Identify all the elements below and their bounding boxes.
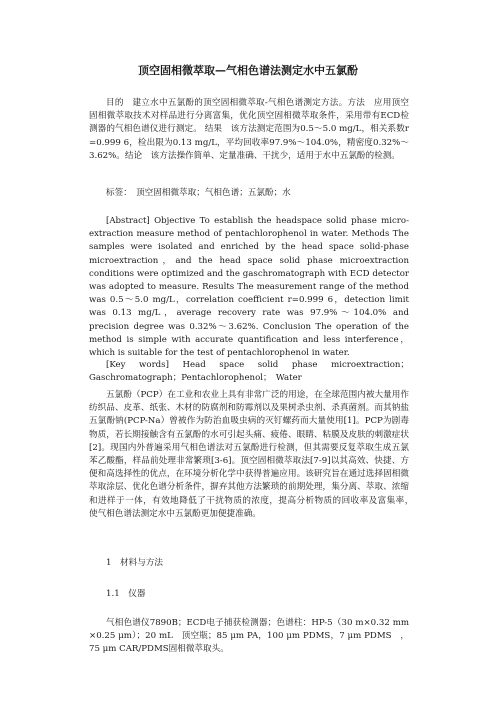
english-keywords: [Key words] Head space solid phase microextraction；Gaschromatograph；Pentachlorophenol； Water	[89, 360, 409, 384]
subsection-heading-instruments: 1.1 仪器	[106, 589, 146, 599]
paper-title: 顶空固相微萃取—气相色谱法测定水中五氯酚	[138, 64, 358, 77]
english-abstract: [Abstract] Objective To establish the headspace solid phase micro-extraction measure method of pentachlorophenol in water. Methods The samples were isolated and enriched by the head space solid-phase microextraction，and the head space solid phase microextraction conditions were optimized and the gaschromatograph with ECD detector was adopted to measure. Results The measurement range of the method was 0.5～5.0 mg/L，correlation coefficient r=0.999 6，detection limit was 0.13 mg/L，average recovery rate was 97.9%～104.0% and precision degree was 0.32%～3.62%. Conclusion The operation of the method is simple with accurate quantification and less interference，which is suitable for the test of pentachlorophenol in water.	[89, 216, 409, 359]
chinese-abstract: 目的 建立水中五氯酚的顶空固相微萃取-气相色谱测定方法。方法 应用顶空固相微萃取技术对样品进行分离富集，优化顶空固相微萃取条件，采用带有ECD检测器的气相色谱仪进行测定。 结果 该方法测定范围为0.5～5.0 mg/L，相关系数r=0.999 6，检出限为0.13 mg/L，平均回收率97.9%～104.0%，精密度0.32%～3.62%。结论 该方法操作简单、定量准确、干扰少，适用于水中五氯酚的检测。	[89, 98, 409, 161]
instruments-paragraph: 气相色谱仪7890B；ECD电子捕获检测器；色谱柱：HP-5（30 m×0.32 mm×0.25 μm）；20 mL 顶空瓶；85 μm PA，100 μm PDMS，7 μm PDMS ，75 μm CAR/PDMS固相微萃取头。	[89, 618, 409, 655]
chinese-keywords: 标签： 顶空固相微萃取；气相色谱；五氯酚；水	[106, 188, 291, 198]
introduction-paragraph: 五氯酚（PCP）在工业和农业上具有非常广泛的用途，在全球范围内被大量用作纺织品、皮革、纸张、木材的防腐剂和防霉剂以及果树杀虫剂、杀真菌剂。而其钠盐五氯酚钠(PCP-Na）曾被作为防治血吸虫病的灭钉螺药而大量使用[1]。PCP为剧毒物质，若长期接触含有五氯酚的水可引起头痛、疲倦、眼睛、粘膜及皮肤的刺激症状[2]。现国内外普遍采用气相色谱法对五氯酚进行检测，但其需要反复萃取生成五氯苯乙酸酯，样品前处理非常繁琐[3-6]。顶空固相微萃取法[7-9]以其高效、快捷、方便和高选择性的优点，在环境分析化学中获得普遍应用。该研究旨在通过选择固相微萃取涂层、优化色谱分析条件，摒弃其他方法繁琐的前期处理，集分离、萃取、浓缩和进样于一体，有效地降低了干扰物质的浓度，提高分析物质的回收率及富集率， 使气相色谱法测定水中五氯酚更加便捷准确。	[89, 390, 418, 519]
section-heading-materials-methods: 1 材料与方法	[106, 558, 164, 568]
